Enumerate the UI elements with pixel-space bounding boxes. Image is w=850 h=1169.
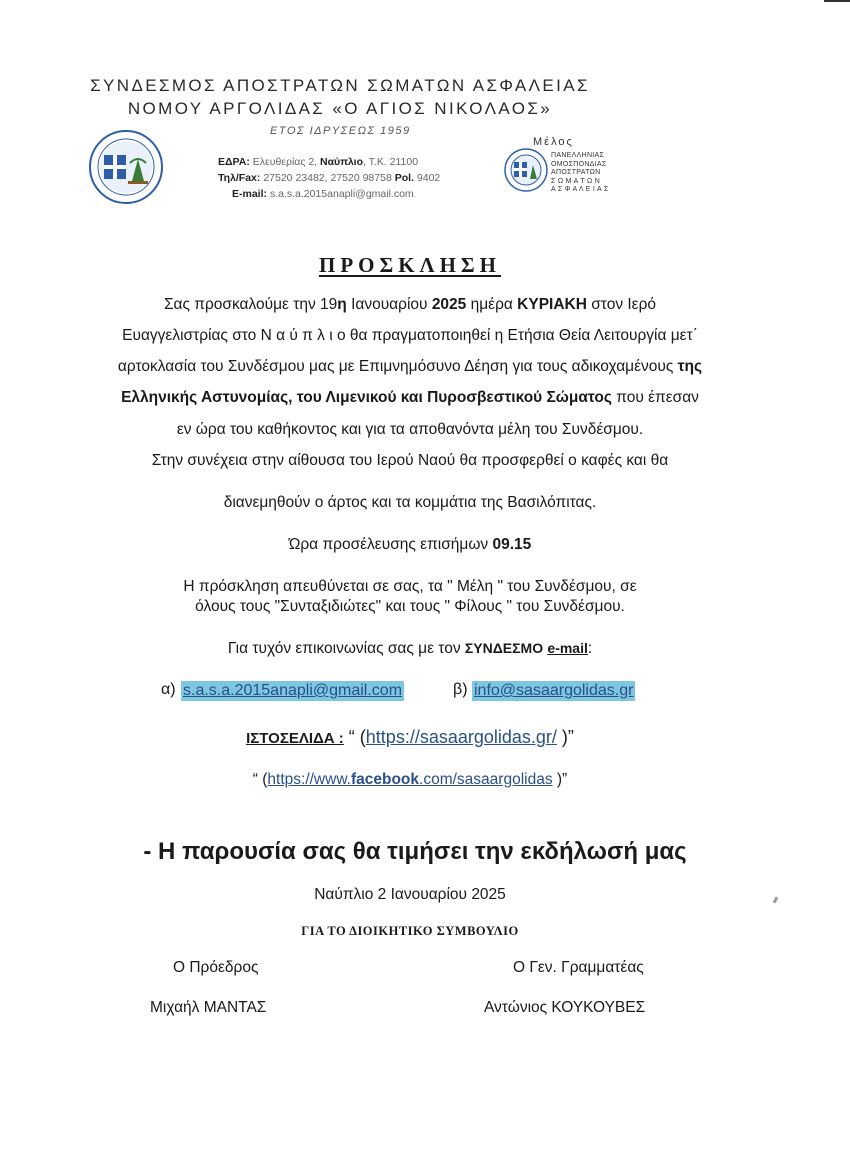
email-b-link[interactable]: info@sasaargolidas.gr <box>474 682 634 699</box>
body-line-6: Στην συνέχεια στην αίθουσα του Ιερού Ναού θα προσφερθεί ο καφές και θα <box>151 452 669 469</box>
email-a-link[interactable]: s.a.s.a.2015anapli@gmail.com <box>183 682 403 699</box>
phone-line: Τηλ/Fax: 27520 23482, 27520 98758 Pol. 9402 <box>218 172 441 184</box>
website-label: ΙΣΤΟΣΕΛΙΔΑ : <box>246 730 344 747</box>
org-name-line2: ΝΟΜΟΥ ΑΡΓΟΛΙΔΑΣ «Ο ΑΓΙΟΣ ΝΙΚΟΛΑΟΣ» <box>127 99 553 118</box>
federation-logo <box>503 147 549 198</box>
body-line-1: Σας προσκαλούμε την 19η Ιανουαρίου 2025 ημέρα ΚΥΡΙΑΚΗ στον Ιερό <box>163 296 657 313</box>
invitation-title: ΠΡΟΣΚΛΗΣΗ <box>318 253 501 277</box>
body-line-4: Ελληνικής Αστυνομίας, του Λιμενικού και Πυροσβεστικού Σώματος που έπεσαν <box>121 389 699 406</box>
contact-intro: Για τυχόν επικοινωνίας σας με τον ΣΥΝΔΕΣΜΟ e-mail: <box>227 640 593 657</box>
facebook-line: “ (https://www.facebook.com/sasaargolidas )” <box>252 771 568 788</box>
body-line-7: διανεμηθούν ο άρτος και τα κομμάτια της Βασιλόπιτας. <box>223 494 597 511</box>
secretary-name: Αντώνιος ΚΟΥΚΟΥΒΕΣ <box>484 999 646 1016</box>
email-a-prefix: α) <box>161 681 176 698</box>
board-heading: ΓΙΑ ΤΟ ΔΙΟΙΚΗΤΙΚΟ ΣΥΜΒΟΥΛΙΟ <box>301 924 519 938</box>
president-name: Μιχαήλ ΜΑΝΤΑΣ <box>150 999 267 1016</box>
email-b-prefix: β) <box>453 681 468 698</box>
scan-corner-mark <box>824 0 850 2</box>
website-line: ΙΣΤΟΣΕΛΙΔΑ : “ (https://sasaargolidas.gr/ )” <box>246 727 574 747</box>
body-line-9: Η πρόσκληση απευθύνεται σε σας, τα " Μέλη " του Συνδέσμου, σε <box>183 578 637 595</box>
body-line-2: Ευαγγελιστρίας στο Ν α ύ π λ ι ο θα πραγματοποιηθεί η Ετήσια Θεία Λειτουργία μετ΄ <box>122 327 698 344</box>
body-line-3: αρτοκλασία του Συνδέσμου μας με Επιμνημόσυνο Δέηση για τους αδικοχαμένους της <box>117 358 703 375</box>
member-label: Μέλος <box>533 136 574 148</box>
org-name-line1: ΣΥΝΔΕΣΜΟΣ ΑΠΟΣΤΡΑΤΩΝ ΣΩΜΑΤΩΝ ΑΣΦΑΛΕΙΑΣ <box>90 76 590 95</box>
document-date: Ναύπλιο 2 Ιανουαρίου 2025 <box>314 886 506 903</box>
header-email-link[interactable]: s.a.s.a.2015anapli@gmail.com <box>269 188 414 200</box>
website-link[interactable]: https://sasaargolidas.gr/ <box>365 727 557 747</box>
facebook-link[interactable]: https://www.facebook.com/sasaargolidas <box>267 771 553 788</box>
body-line-5: εν ώρα του καθήκοντος και για τα αποθανόντα μέλη του Συνδέσμου. <box>176 421 644 438</box>
secretary-title: Ο Γεν. Γραμματέας <box>513 959 644 976</box>
association-logo <box>88 129 164 210</box>
body-line-10: όλους τους "Συνταξιδιώτες" και τους " Φίλους " του Συνδέσμου. <box>195 598 625 615</box>
president-title: Ο Πρόεδρος <box>173 959 259 976</box>
federation-name: ΠΑΝΕΛΛΗΝΙΑΣ ΟΜΟΣΠΟΝΔΙΑΣ ΑΠΟΣΤΡΑΤΩΝ Σ Ω Μ Α Τ Ω Ν Α Σ Φ Α Λ Ε Ι Α Σ <box>551 152 609 194</box>
address-line: ΕΔΡΑ: Ελευθερίας 2, Ναύπλιο, Τ.Κ. 21100 <box>218 156 419 168</box>
arrival-time: Ώρα προσέλευσης επισήμων 09.15 <box>288 536 532 553</box>
closing-statement: - Η παρουσία σας θα τιμήσει την εκδήλωσή μας <box>143 838 687 865</box>
header-email-line: E-mail: s.a.s.a.2015anapli@gmail.com <box>232 188 414 200</box>
established-year: ΕΤΟΣ ΙΔΡΥΣΕΩΣ 1959 <box>270 125 411 137</box>
